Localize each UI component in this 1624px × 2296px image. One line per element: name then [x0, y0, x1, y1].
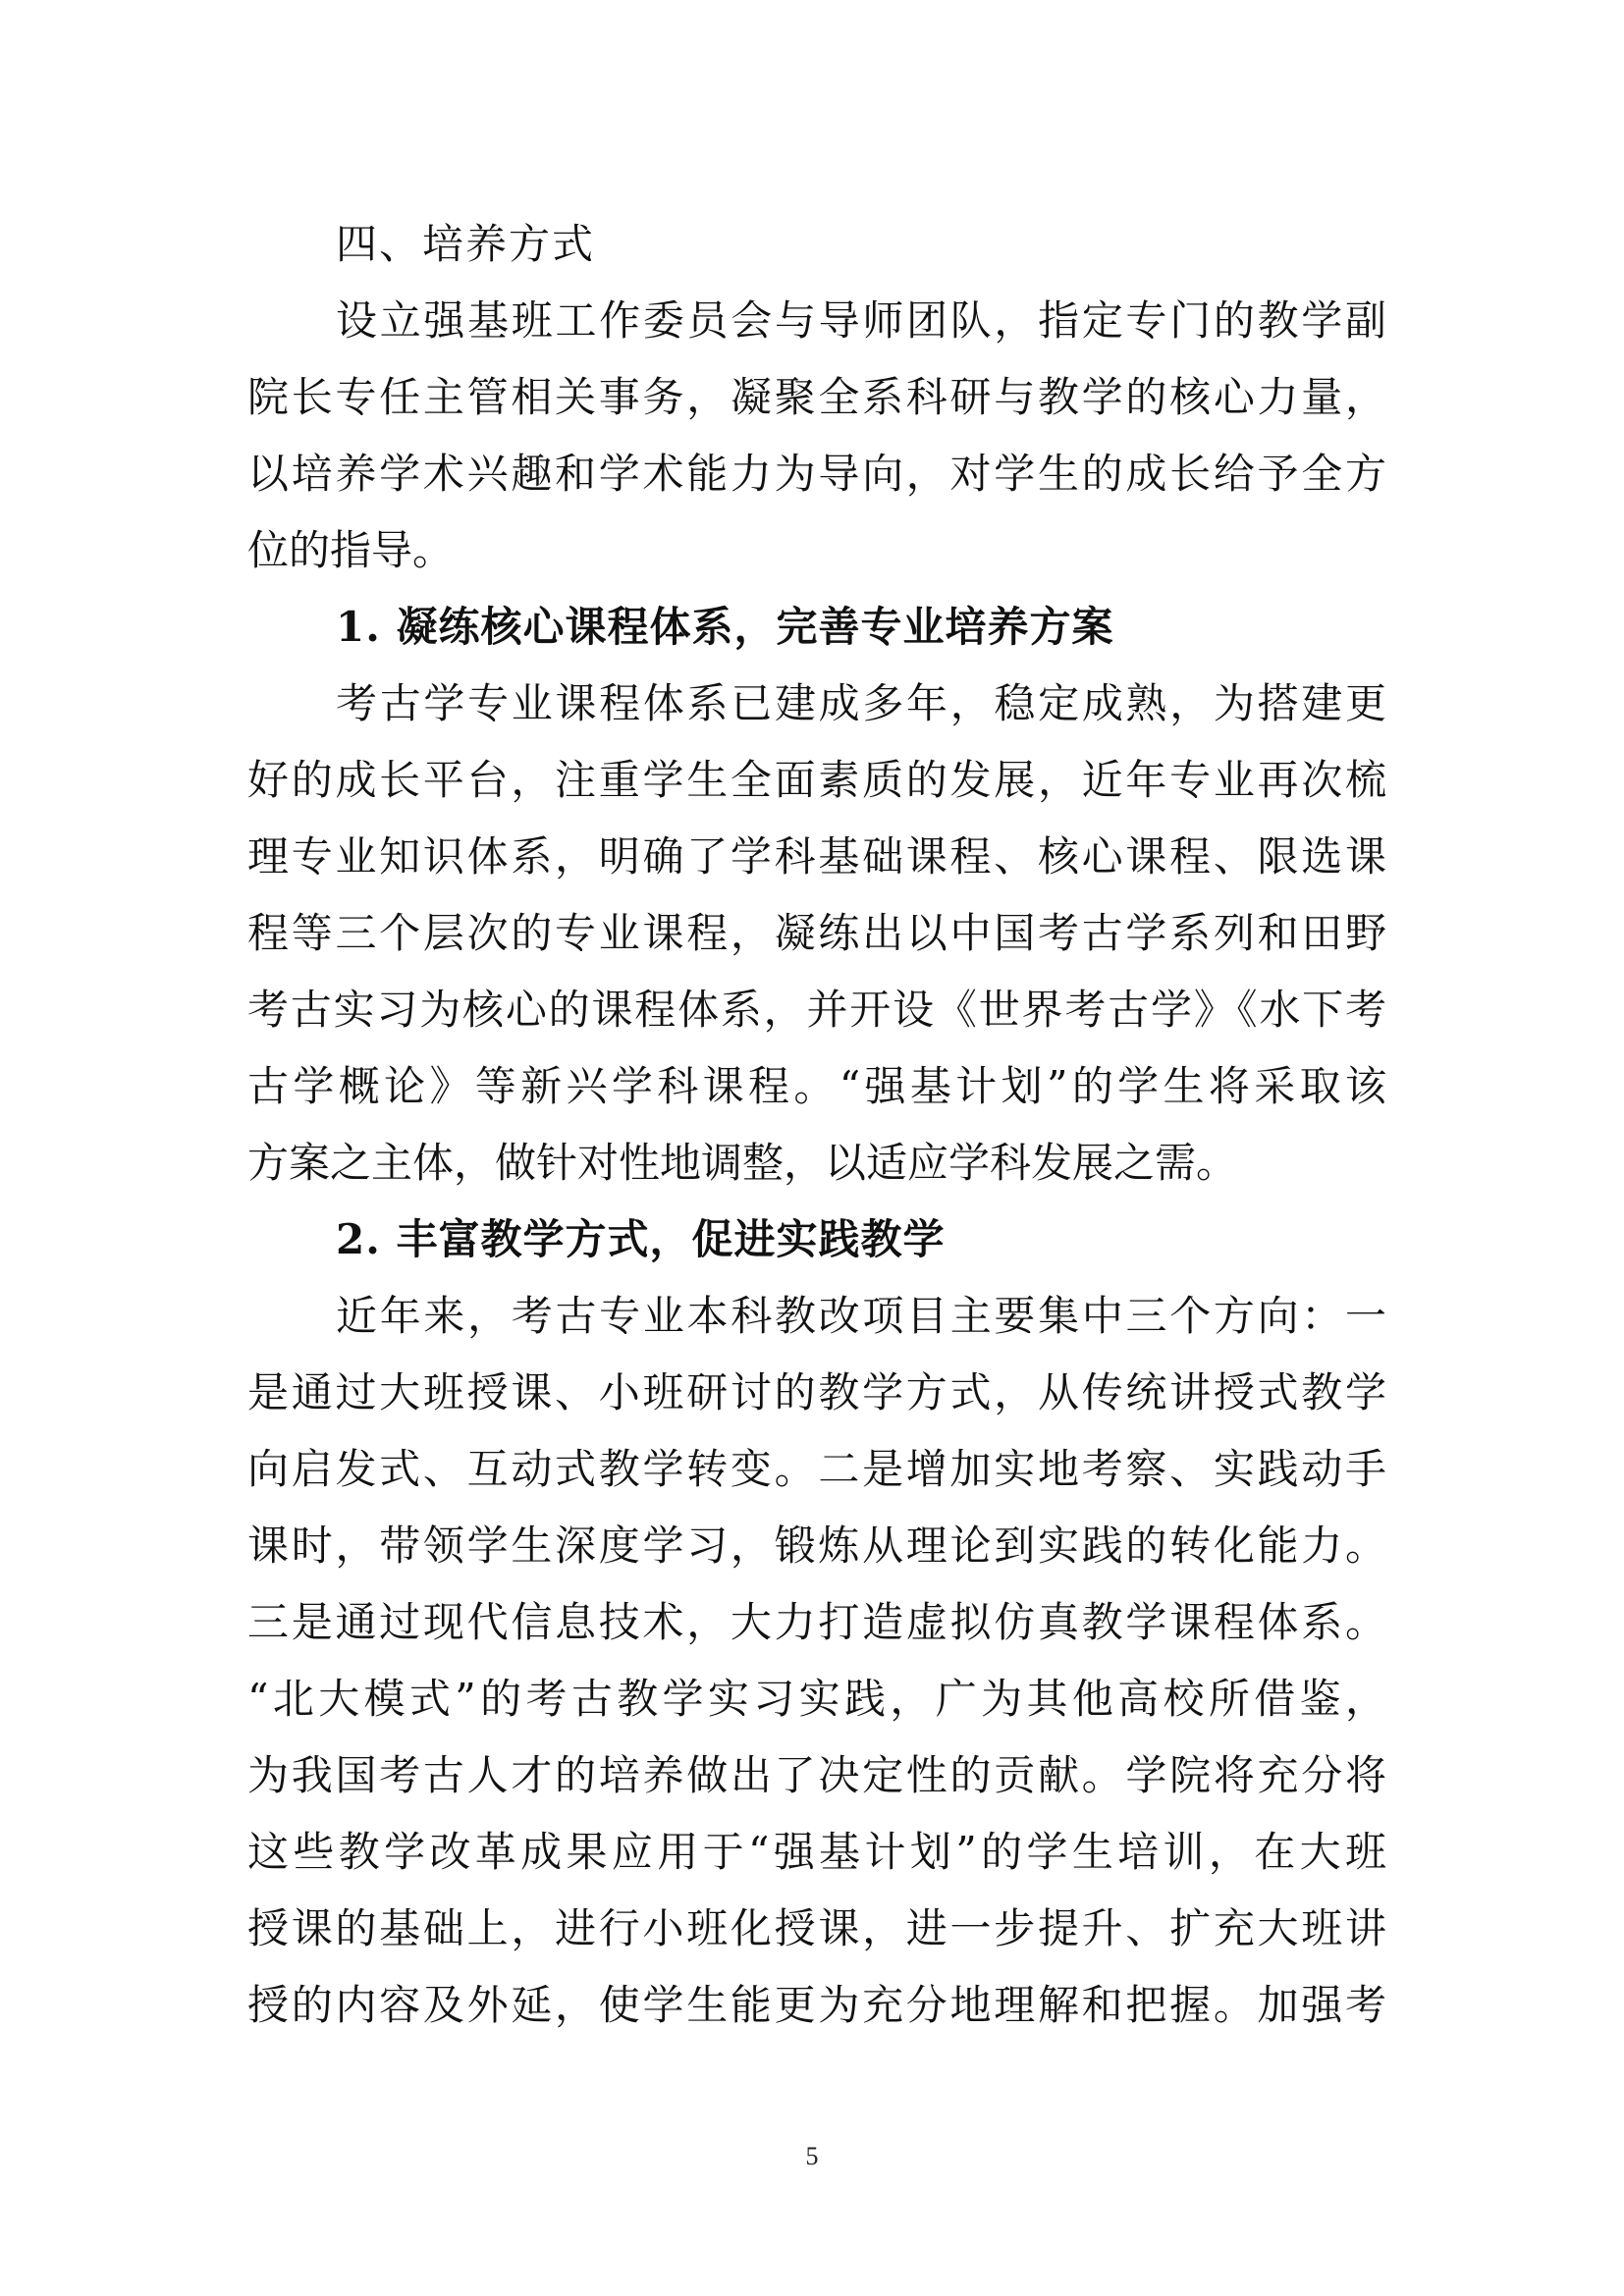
paragraph-line: 理专业知识体系，明确了学科基础课程、核心课程、限选课: [247, 832, 1386, 881]
page-content: [247, 206, 1386, 2044]
paragraph-line: 古学概论》等新兴学科课程。“强基计划”的学生将采取该: [247, 1062, 1386, 1110]
subsection-1-paragraph: [247, 666, 1386, 1201]
paragraph-line: 为我国考古人才的培养做出了决定性的贡献。学院将充分将: [247, 1751, 1386, 1799]
paragraph-line: 以培养学术兴趣和学术能力为导向，对学生的成长给予全方: [247, 450, 1386, 498]
paragraph-line: 这些教学改革成果应用于“强基计划”的学生培训，在大班: [247, 1828, 1386, 1876]
subsection-2-paragraph: [247, 1278, 1386, 2044]
paragraph-line: 考古学专业课程体系已建成多年，稳定成熟，为搭建更: [336, 679, 1386, 727]
paragraph-line: 授的内容及外延，使学生能更为充分地理解和把握。加强考: [247, 1981, 1386, 2029]
paragraph-line: 设立强基班工作委员会与导师团队，指定专门的教学副: [336, 296, 1386, 345]
paragraph-line: 是通过大班授课、小班研讨的教学方式，从传统讲授式教学: [247, 1368, 1386, 1416]
paragraph-line: 授课的基础上，进行小班化授课，进一步提升、扩充大班讲: [247, 1904, 1386, 1952]
subsection-heading-1: 1. 凝练核心课程体系，完善专业培养方案: [336, 603, 1114, 651]
paragraph-line: 三是通过现代信息技术，大力打造虚拟仿真教学课程体系。: [247, 1598, 1386, 1646]
section-intro-paragraph: [247, 283, 1386, 589]
paragraph-line: 好的成长平台，注重学生全面素质的发展，近年专业再次梳: [247, 756, 1386, 804]
paragraph-line: 程等三个层次的专业课程，凝练出以中国考古学系列和田野: [247, 909, 1386, 957]
page-number: 5: [805, 2142, 819, 2170]
paragraph-line: 方案之主体，做针对性地调整，以适应学科发展之需。: [247, 1139, 1238, 1187]
section-heading: 四、培养方式: [336, 220, 596, 268]
paragraph-line: 位的指导。: [247, 526, 455, 574]
paragraph-line: 近年来，考古专业本科教改项目主要集中三个方向：一: [336, 1292, 1386, 1340]
paragraph-line: “北大模式”的考古教学实习实践，广为其他高校所借鉴，: [247, 1675, 1386, 1723]
paragraph-line: 课时，带领学生深度学习，锻炼从理论到实践的转化能力。: [247, 1522, 1386, 1570]
subsection-heading-2: 2. 丰富教学方式，促进实践教学: [336, 1215, 946, 1263]
paragraph-line: 院长专任主管相关事务，凝聚全系科研与教学的核心力量，: [247, 373, 1386, 421]
paragraph-line: 向启发式、互动式教学转变。二是增加实地考察、实践动手: [247, 1445, 1386, 1493]
paragraph-line: 考古实习为核心的课程体系，并开设《世界考古学》《水下考: [247, 986, 1386, 1034]
